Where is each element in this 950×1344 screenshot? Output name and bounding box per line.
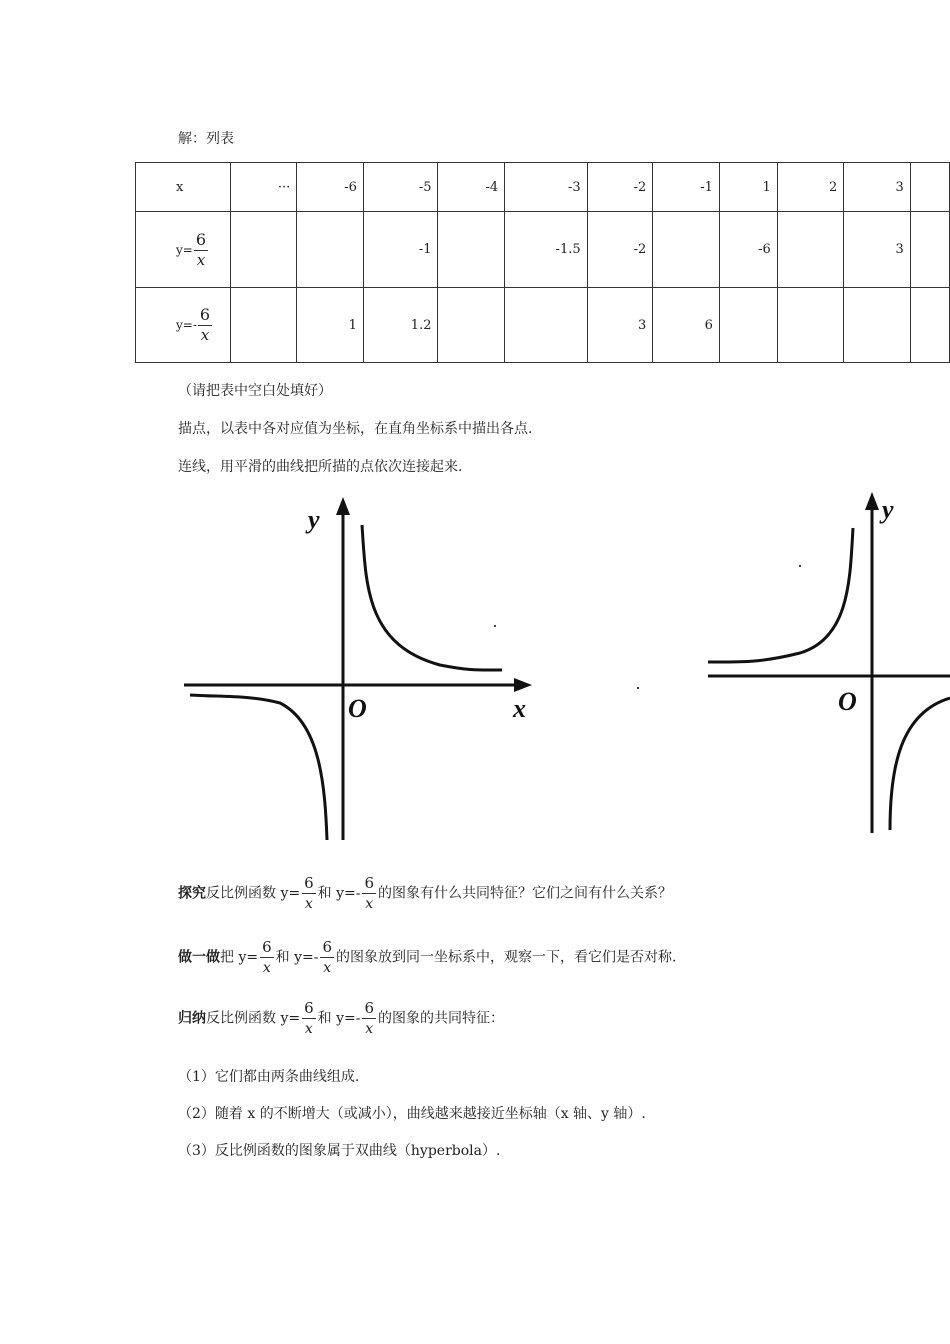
row-label-y-positive: y= $\frac{6}{x}$	[136, 212, 231, 288]
table-cell	[297, 212, 364, 288]
list-item: （1）它们都由两条曲线组成.	[178, 1069, 360, 1085]
table-row	[136, 288, 950, 363]
table-cell: 6	[653, 288, 720, 363]
row-label-x: x	[136, 163, 231, 212]
y-axis-arrow	[336, 497, 350, 515]
table-row	[136, 212, 950, 288]
y-axis-label: y	[882, 495, 894, 524]
table-cell	[777, 212, 843, 288]
table-cell: -1	[363, 212, 438, 288]
table-cell	[230, 288, 297, 363]
table-cell: -1	[653, 163, 720, 212]
table-cell	[910, 288, 949, 363]
x-axis-label: x	[513, 694, 526, 723]
y-axis-label: y	[308, 505, 320, 534]
table-cell: 1	[297, 288, 364, 363]
list-item: （3）反比例函数的图象属于双曲线（hyperbola）.	[178, 1143, 501, 1159]
table-cell: -6	[297, 163, 364, 212]
curve-q4	[890, 698, 950, 830]
summary-paragraph: 归纳反比例函数 y= $\frac{6}{x}$ 和 y=- $\frac{6}{x}$ 的图象的共同特征：	[178, 999, 505, 1037]
table-cell	[438, 288, 505, 363]
value-table	[135, 162, 950, 363]
table-cell: ···	[230, 163, 297, 212]
curve-q2	[708, 528, 853, 662]
table-cell	[910, 212, 949, 288]
table-cell	[910, 163, 949, 212]
graph-positive-hyperbola	[180, 495, 540, 845]
table-cell	[505, 288, 588, 363]
list-item: （2）随着 x 的不断增大（或减小），曲线越来越接近坐标轴（x 轴、y 轴）.	[178, 1106, 646, 1122]
explore-title: 探究	[178, 885, 206, 902]
table-cell: 1	[719, 163, 777, 212]
table-cell: -2	[587, 163, 653, 212]
table-cell: -1.5	[505, 212, 588, 288]
table-cell: -3	[505, 163, 588, 212]
table-cell: -6	[719, 212, 777, 288]
row-label-y-negative: y=- $\frac{6}{x}$	[136, 288, 231, 363]
table-row	[136, 163, 950, 212]
step-plot: 描点，以表中各对应值为坐标，在直角坐标系中描出各点.	[178, 421, 533, 437]
table-cell: 3	[587, 288, 653, 363]
table-cell: -5	[363, 163, 438, 212]
table-cell	[844, 288, 910, 363]
try-paragraph: 做一做把 y= $\frac{6}{x}$ 和 y=- $\frac{6}{x}$ 的图象放到同一坐标系中，观察一下，看它们是否对称.	[178, 938, 677, 976]
table-cell: 3	[844, 163, 910, 212]
try-title: 做一做	[178, 949, 220, 966]
explore-paragraph: 探究反比例函数 y= $\frac{6}{x}$ 和 y=- $\frac{6}{x}$ 的图象有什么共同特征？它们之间有什么关系？	[178, 874, 673, 912]
table-cell	[230, 212, 297, 288]
fill-note: （请把表中空白处填好）	[178, 383, 332, 399]
x-axis-arrow	[514, 678, 532, 692]
stray-dot	[637, 687, 639, 689]
step-connect: 连线，用平滑的曲线把所描的点依次连接起来.	[178, 459, 463, 475]
curve-q1	[362, 525, 502, 670]
table-cell	[438, 212, 505, 288]
table-cell: 3	[844, 212, 910, 288]
origin-label: O	[348, 694, 367, 723]
table-cell: 1.2	[363, 288, 438, 363]
table-cell	[719, 288, 777, 363]
table-cell: -2	[587, 212, 653, 288]
table-cell	[653, 212, 720, 288]
curve-q3	[190, 695, 327, 840]
table-cell: -4	[438, 163, 505, 212]
origin-label: O	[838, 687, 857, 716]
section-heading: 解：列表	[178, 131, 234, 147]
summary-title: 归纳	[178, 1010, 206, 1027]
graph-negative-hyperbola	[700, 488, 950, 838]
table-cell	[777, 288, 843, 363]
table-cell: 2	[777, 163, 843, 212]
y-axis-arrow	[865, 492, 879, 510]
